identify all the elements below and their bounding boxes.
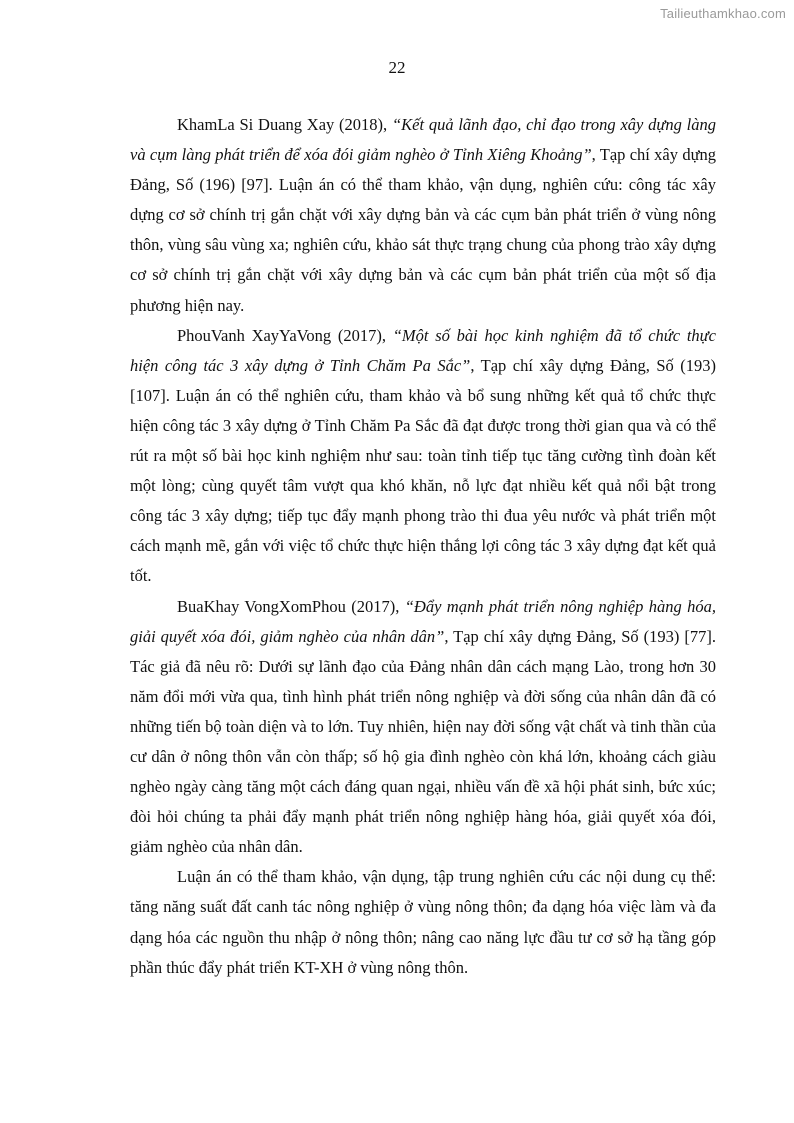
reference-title: “Một số bài học kinh nghiệm đã tổ chức thực hiện công tác 3 xây dựng ở Tỉnh Chăm Pa Sắc” <box>130 325 716 375</box>
reference-title: “Kết quả lãnh đạo, chỉ đạo trong xây dựng làng và cụm làng phát triển để xóa đói giảm nghèo ở Tỉnh Xiêng Khoảng” <box>130 115 716 165</box>
document-body <box>130 110 716 983</box>
reference-author: PhouVanh XayYaVong (2017), <box>177 325 393 345</box>
paragraph-reference-phouvanh <box>130 321 716 592</box>
reference-body: , Tạp chí xây dựng Đảng, Số (196) [97]. Luận án có thể tham khảo, vận dụng, nghiên cứu: công tác xây dựng cơ sở chính trị gắn chặt với xây dựng bản và các cụm bản phát triển ở vùng nông thôn, vùng sâu vùng xa; nghiên cứu, khảo sát thực trạng chung của phong trào xây dựng cơ sở chính trị gắn chặt với xây dựng bản và các cụm bản phát triển của một số địa phương hiện nay. <box>130 145 717 315</box>
watermark-text: Tailieuthamkhao.com <box>660 6 786 21</box>
reference-body: , Tạp chí xây dựng Đảng, Số (193) [107]. Luận án có thể nghiên cứu, tham khảo và bổ sung những kết quả tổ chức thực hiện công tác 3 xây dựng ở Tỉnh Chăm Pa Sắc đã đạt được trong thời gian qua và có thể rút ra một số bài học kinh nghiệm như sau: toàn tỉnh tiếp tục tăng cường tình đoàn kết một lòng; cùng quyết tâm vượt qua khó khăn, nỗ lực đạt nhiều kết quả nổi bật trong công tác 3 xây dựng; tiếp tục đẩy mạnh phong trào thi đua yêu nước và phát triển một cách mạnh mẽ, gắn với việc tổ chức thực hiện thắng lợi công tác 3 xây dựng đạt kết quả tốt. <box>130 355 716 586</box>
paragraph-conclusion: Luận án có thể tham khảo, vận dụng, tập trung nghiên cứu các nội dung cụ thể: tăng năng suất đất canh tác nông nghiệp ở vùng nông thôn; đa dạng hóa việc làm và đa dạng hóa các nguồn thu nhập ở nông thôn; nâng cao năng lực đầu tư cơ sở hạ tầng góp phần thúc đẩy phát triển KT-XH ở vùng nông thôn. <box>130 867 716 977</box>
reference-author: BuaKhay VongXomPhou (2017), <box>177 596 405 616</box>
paragraph-reference-khamla <box>130 110 716 321</box>
reference-body: , Tạp chí xây dựng Đảng, Số (193) [77]. Tác giả đã nêu rõ: Dưới sự lãnh đạo của Đảng nhân dân cách mạng Lào, trong hơn 30 năm đổi mới vừa qua, tình hình phát triển nông nghiệp và đời sống của nhân dân đã có những tiến bộ toàn diện và to lớn. Tuy nhiên, hiện nay đời sống vật chất và tinh thần của cư dân ở nông thôn vẫn còn thấp; số hộ gia đình nghèo còn khá lớn, khoảng cách giàu nghèo ngày càng tăng một cách đáng quan ngại, nhiều vấn đề xã hội phát sinh, bức xúc; đòi hỏi chúng ta phải đẩy mạnh phát triển nông nghiệp hàng hóa, giải quyết xóa đói, giảm nghèo của nhân dân. <box>130 626 716 857</box>
reference-title: “Đẩy mạnh phát triển nông nghiệp hàng hóa, giải quyết xóa đói, giảm nghèo của nhân dân” <box>130 596 716 646</box>
page-number: 22 <box>388 58 406 77</box>
reference-author: KhamLa Si Duang Xay (2018), <box>177 115 392 134</box>
paragraph-reference-buakhay <box>130 592 716 863</box>
